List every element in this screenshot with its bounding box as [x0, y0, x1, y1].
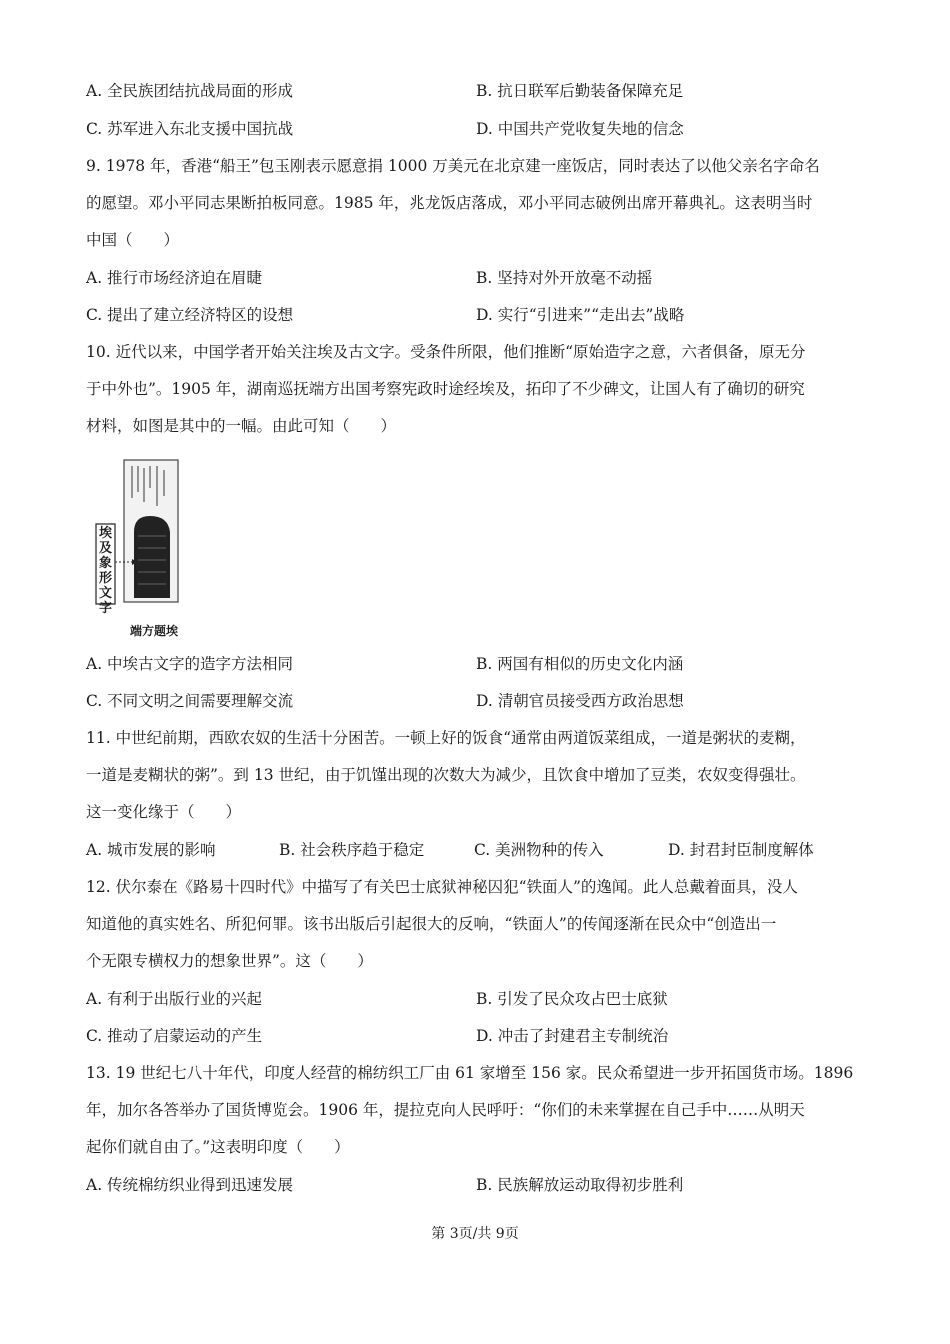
q9-option-d: D. 实行“引进来”“走出去”战略	[476, 306, 685, 324]
q11-option-a: A. 城市发展的影响	[86, 841, 216, 859]
q9-stem-line-3: 中国（ ）	[86, 231, 180, 249]
q13-stem-line-3: 起你们就自由了。”这表明印度（ ）	[86, 1138, 350, 1156]
page-number: 第 3页/共 9页	[431, 1226, 519, 1242]
q12-option-d: D. 冲击了封建君主专制统治	[476, 1027, 669, 1045]
q10-option-b: B. 两国有相似的历史文化内涵	[476, 655, 684, 673]
stele-rubbing-figure	[94, 458, 204, 638]
q11-option-d: D. 封君封臣制度解体	[668, 841, 814, 859]
q8-option-a: A. 全民族团结抗战局面的形成	[86, 82, 294, 100]
q11-option-c: C. 美洲物种的传入	[474, 841, 604, 859]
q10-stem-line-2: 于中外也”。1905 年，湖南巡抚端方出国考察宪政时途经埃及，拓印了不少碑文，让国人有了确切的研究	[86, 380, 805, 398]
q9-option-c: C. 提出了建立经济特区的设想	[86, 306, 294, 324]
figure-label-vertical: 埃及象形文字	[98, 526, 112, 616]
q9-option-b: B. 坚持对外开放毫不动摇	[476, 269, 653, 287]
q12-stem-line-3: 个无限专横权力的想象世界”。这（ ）	[86, 952, 373, 970]
q10-option-a: A. 中埃古文字的造字方法相同	[86, 655, 294, 673]
q10-option-c: C. 不同文明之间需要理解交流	[86, 692, 294, 710]
q12-stem-line-1: 12. 伏尔泰在《路易十四时代》中描写了有关巴士底狱神秘囚犯“铁面人”的逸闻。此人总戴着面具，没人	[86, 878, 798, 896]
q12-stem-line-2: 知道他的真实姓名、所犯何罪。该书出版后引起很大的反响，“铁面人”的传闻逐渐在民众中“创造出一	[86, 915, 777, 933]
q13-stem-line-2: 年，加尔各答举办了国货博览会。1906 年，提拉克向人民呼吁：“你们的未来掌握在自己手中……从明天	[86, 1101, 805, 1119]
q11-stem-line-3: 这一变化缘于（ ）	[86, 803, 242, 821]
q10-stem-line-3: 材料，如图是其中的一幅。由此可知（ ）	[86, 417, 397, 435]
q10-stem-line-1: 10. 近代以来，中国学者开始关注埃及古文字。受条件所限，他们推断“原始造字之意，六者俱备，原无分	[86, 343, 806, 361]
q8-option-b: B. 抗日联军后勤装备保障充足	[476, 82, 684, 100]
q13-stem-line-1: 13. 19 世纪七八十年代，印度人经营的棉纺织工厂由 61 家增至 156 家。民众希望进一步开拓国货市场。1896	[86, 1064, 854, 1082]
q9-option-a: A. 推行市场经济迫在眉睫	[86, 269, 263, 287]
q9-stem-line-2: 的愿望。邓小平同志果断拍板同意。1985 年，兆龙饭店落成，邓小平同志破例出席开幕典礼。这表明当时	[86, 194, 813, 212]
q9-stem-line-1: 9. 1978 年，香港“船王”包玉刚表示愿意捐 1000 万美元在北京建一座饭店，同时表达了以他父亲名字命名	[86, 157, 820, 175]
q8-option-d: D. 中国共产党收复失地的信念	[476, 120, 684, 138]
figure-caption: 端方题埃	[130, 624, 179, 638]
q12-option-c: C. 推动了启蒙运动的产生	[86, 1027, 263, 1045]
q12-option-a: A. 有利于出版行业的兴起	[86, 990, 263, 1008]
q10-option-d: D. 清朝官员接受西方政治思想	[476, 692, 684, 710]
q13-option-a: A. 传统棉纺织业得到迅速发展	[86, 1176, 294, 1194]
q11-stem-line-2: 一道是麦糊状的粥”。到 13 世纪，由于饥馑出现的次数大为减少，且饮食中增加了豆类，农奴变得强壮。	[86, 766, 806, 784]
q13-option-b: B. 民族解放运动取得初步胜利	[476, 1176, 684, 1194]
q11-stem-line-1: 11. 中世纪前期，西欧农奴的生活十分困苦。一顿上好的饭食“通常由两道饭菜组成，一道是粥状的麦糊，	[86, 729, 806, 747]
q12-option-b: B. 引发了民众攻占巴士底狱	[476, 990, 668, 1008]
q8-option-c: C. 苏军进入东北支援中国抗战	[86, 120, 294, 138]
q11-option-b: B. 社会秩序趋于稳定	[279, 841, 425, 859]
